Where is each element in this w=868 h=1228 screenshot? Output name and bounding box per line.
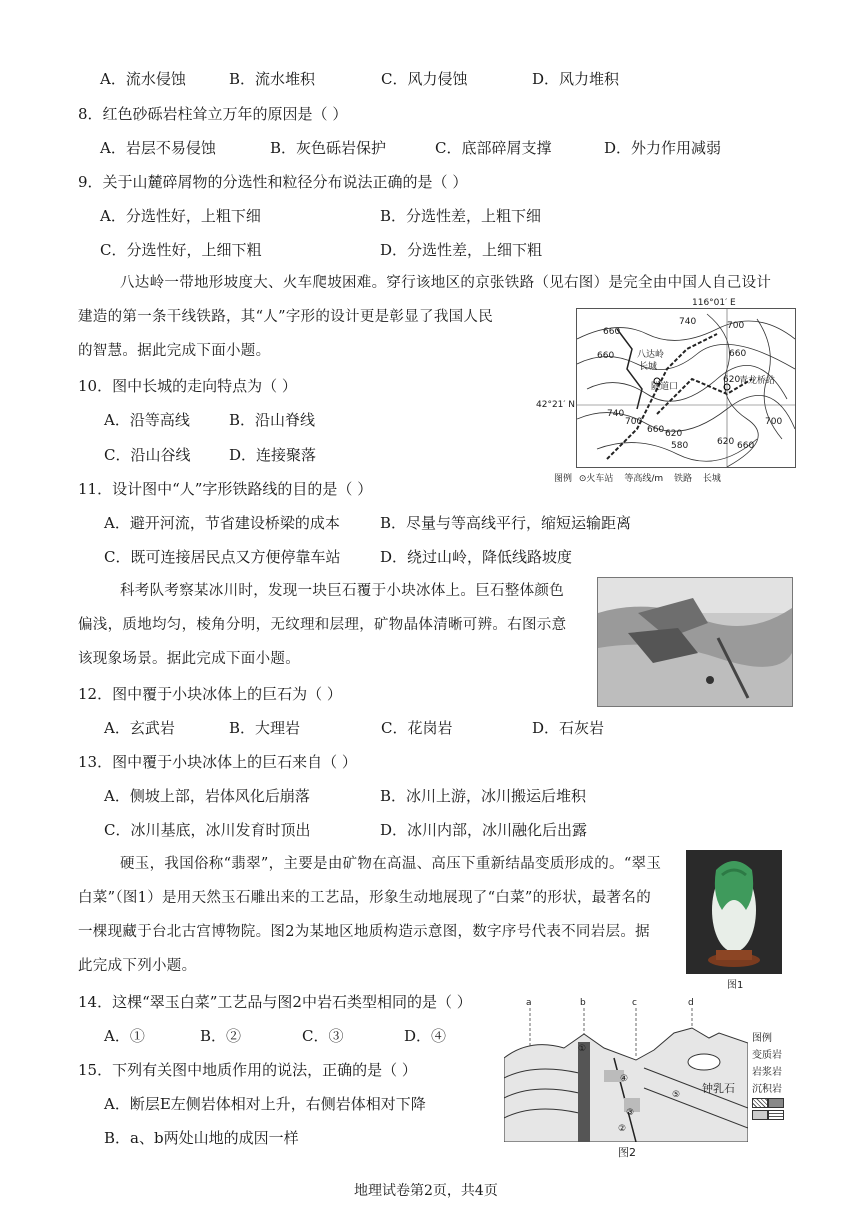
contour-label: 660 (597, 351, 615, 361)
q13-option-b: B．冰川上游，冰川搬运后堆积 (380, 787, 587, 805)
contour-label: 660 (729, 349, 747, 359)
map-latitude-label: 42°21′ N (536, 400, 576, 410)
legend-railway: 铁路 (674, 474, 693, 484)
contour-label: 740 (679, 317, 697, 327)
jade-cabbage-svg (686, 850, 782, 974)
fig2-top-a: a (526, 998, 532, 1008)
q12-stem: 12．图中覆于小块冰体上的巨石为（ ） (78, 685, 342, 703)
contour-label: 740 (607, 409, 625, 419)
contour-label: 660 (737, 441, 755, 451)
fig2-layer-5: ⑤ (672, 1090, 681, 1100)
passage1-line2: 建造的第一条干线铁路，其“人”字形的设计更是彰显了我国人民 (78, 309, 494, 325)
q12-option-d: D．石灰岩 (532, 719, 605, 737)
contour-label: 700 (765, 417, 783, 427)
q14-option-a: A．① (104, 1027, 145, 1045)
q11-option-c: C．既可连接居民点又方便停靠车站 (104, 548, 341, 566)
passage3-line3: 一棵现藏于台北古宫博物院。图2为某地区地质构造示意图，数字序号代表不同岩层。据 (78, 924, 650, 940)
fig2-layer-2: ② (618, 1124, 627, 1134)
contour-label: 660 (647, 425, 665, 435)
passage2-line3: 该现象场景。据此完成下面小题。 (78, 651, 300, 667)
q14-option-d: D．④ (404, 1027, 447, 1045)
q8-option-a: A．岩层不易侵蚀 (100, 139, 216, 157)
q15-option-a: A．断层E左侧岩体相对上升，右侧岩体相对下降 (104, 1095, 426, 1113)
q9-option-c: C．分选性好，上细下粗 (100, 241, 262, 259)
fig2-layer-3: ③ (626, 1108, 635, 1118)
contour-label: 700 (625, 417, 643, 427)
passage1-line3: 的智慧。据此完成下面小题。 (78, 343, 271, 359)
fig2-layer-4: ④ (620, 1074, 629, 1084)
fig2-top-c: c (632, 998, 637, 1008)
map-legend (554, 471, 721, 484)
q12-option-c: C．花岗岩 (381, 719, 453, 737)
q13-option-a: A．侧坡上部，岩体风化后崩落 (104, 787, 310, 805)
place-label-qinglongqiao: 青龙桥站 (739, 376, 776, 386)
contour-label: 580 (671, 441, 689, 451)
q9-option-a: A．分选性好，上粗下细 (100, 207, 261, 225)
q10-option-c: C．沿山谷线 (104, 446, 191, 464)
q11-stem: 11．设计图中“人”字形铁路线的目的是（ ） (78, 480, 373, 498)
q9-stem: 9．关于山麓碎屑物的分选性和粒径分布说法正确的是（ ） (78, 173, 468, 191)
q11-option-a: A．避开河流，节省建设桥梁的成本 (104, 514, 340, 532)
fig2-legend-title: 图例 (752, 1033, 772, 1044)
glacier-boulder-photo (597, 577, 793, 707)
q14-stem: 14．这棵“翠玉白菜”工艺品与图2中岩石类型相同的是（ ） (78, 993, 472, 1011)
badaling-railway-map (576, 308, 796, 468)
q12-option-a: A．玄武岩 (104, 719, 175, 737)
place-label-tunnel: 隧道口 (651, 382, 679, 392)
fig2-legend-swatches (752, 1098, 792, 1120)
fig2-caption: 图2 (618, 1146, 636, 1159)
q9-option-d: D．分选性差，上细下粗 (380, 241, 543, 259)
glacier-photo-svg (598, 578, 792, 706)
legend-station: ⊙火车站 (578, 474, 614, 484)
q10-stem: 10．图中长城的走向特点为（ ） (78, 377, 297, 395)
q13-option-d: D．冰川内部，冰川融化后出露 (380, 821, 588, 839)
jade-cabbage-photo (686, 850, 782, 974)
fig2-layer-1: ① (578, 1044, 587, 1054)
fig2-legend (752, 1030, 792, 1120)
q12-option-b: B．大理岩 (229, 719, 301, 737)
q13-stem: 13．图中覆于小块冰体上的巨石来自（ ） (78, 753, 357, 771)
fig2-legend-igneous: 岩浆岩 (752, 1067, 782, 1078)
q14-option-b: B．② (200, 1027, 242, 1045)
legend-title: 图例 (554, 474, 573, 484)
geology-cross-section (504, 998, 748, 1142)
fig2-top-d: d (688, 998, 694, 1008)
contour-label: 620 (665, 429, 683, 439)
q7-option-b: B．流水堆积 (229, 70, 316, 88)
map-longitude-label: 116°01′ E (692, 298, 736, 308)
fig2-legend-sedimentary: 沉积岩 (752, 1084, 782, 1095)
q11-option-d: D．绕过山岭，降低线路坡度 (380, 548, 573, 566)
contour-label: 620 (717, 437, 735, 447)
place-label-badaling: 八达岭 (637, 350, 665, 360)
q8-option-c: C．底部碎屑支撑 (435, 139, 552, 157)
passage3-line2: 白菜”（图1）是用天然玉石雕出来的工艺品，形象生动地展现了“白菜”的形状，最著名的 (78, 890, 652, 906)
passage1-line1: 八达岭一带地形坡度大、火车爬坡困难。穿行该地区的京张铁路（见右图）是完全由中国人自己设计 (120, 275, 772, 291)
fig2-top-b: b (580, 998, 586, 1008)
q10-option-a: A．沿等高线 (104, 411, 190, 429)
q15-option-b: B．a、b两处山地的成因一样 (104, 1129, 299, 1147)
contour-label: 660 (603, 327, 621, 337)
q10-option-b: B．沿山脊线 (229, 411, 316, 429)
passage3-line1: 硬玉，我国俗称“翡翠”，主要是由矿物在高温、高压下重新结晶变质形成的。“翠玉 (120, 856, 662, 872)
q15-stem: 15．下列有关图中地质作用的说法，正确的是（ ） (78, 1061, 417, 1079)
q13-option-c: C．冰川基底，冰川发育时顶出 (104, 821, 311, 839)
q9-option-b: B．分选性差，上粗下细 (380, 207, 542, 225)
q7-option-c: C．风力侵蚀 (381, 70, 468, 88)
fig1-caption: 图1 (727, 980, 744, 991)
q7-option-d: D．风力堆积 (532, 70, 620, 88)
page-footer: 地理试卷第2页，共4页 (354, 1183, 498, 1199)
contour-label: 620 (723, 375, 741, 385)
q8-stem: 8．红色砂砾岩柱耸立万年的原因是（ ） (78, 105, 348, 123)
fig2-legend-metamorphic: 变质岩 (752, 1050, 782, 1061)
q7-option-a: A．流水侵蚀 (100, 70, 186, 88)
contour-label: 700 (727, 321, 745, 331)
passage3-line4: 此完成下列小题。 (78, 958, 197, 974)
q14-option-c: C．③ (302, 1027, 344, 1045)
q8-option-b: B．灰色砾岩保护 (270, 139, 387, 157)
fig2-cave-label: 钟乳石 (702, 1082, 735, 1095)
q8-option-d: D．外力作用减弱 (604, 139, 722, 157)
place-label-great-wall: 长城 (639, 362, 658, 372)
q10-option-d: D．连接聚落 (229, 446, 317, 464)
passage2-line1: 科考队考察某冰川时，发现一块巨石覆于小块冰体上。巨石整体颜色 (120, 583, 564, 599)
q11-option-b: B．尽量与等高线平行，缩短运输距离 (380, 514, 632, 532)
legend-great-wall: 长城 (702, 474, 721, 484)
passage2-line2: 偏浅，质地均匀，棱角分明，无纹理和层理，矿物晶体清晰可辨。右图示意 (78, 617, 567, 633)
legend-contour: 等高线/m (624, 474, 664, 484)
